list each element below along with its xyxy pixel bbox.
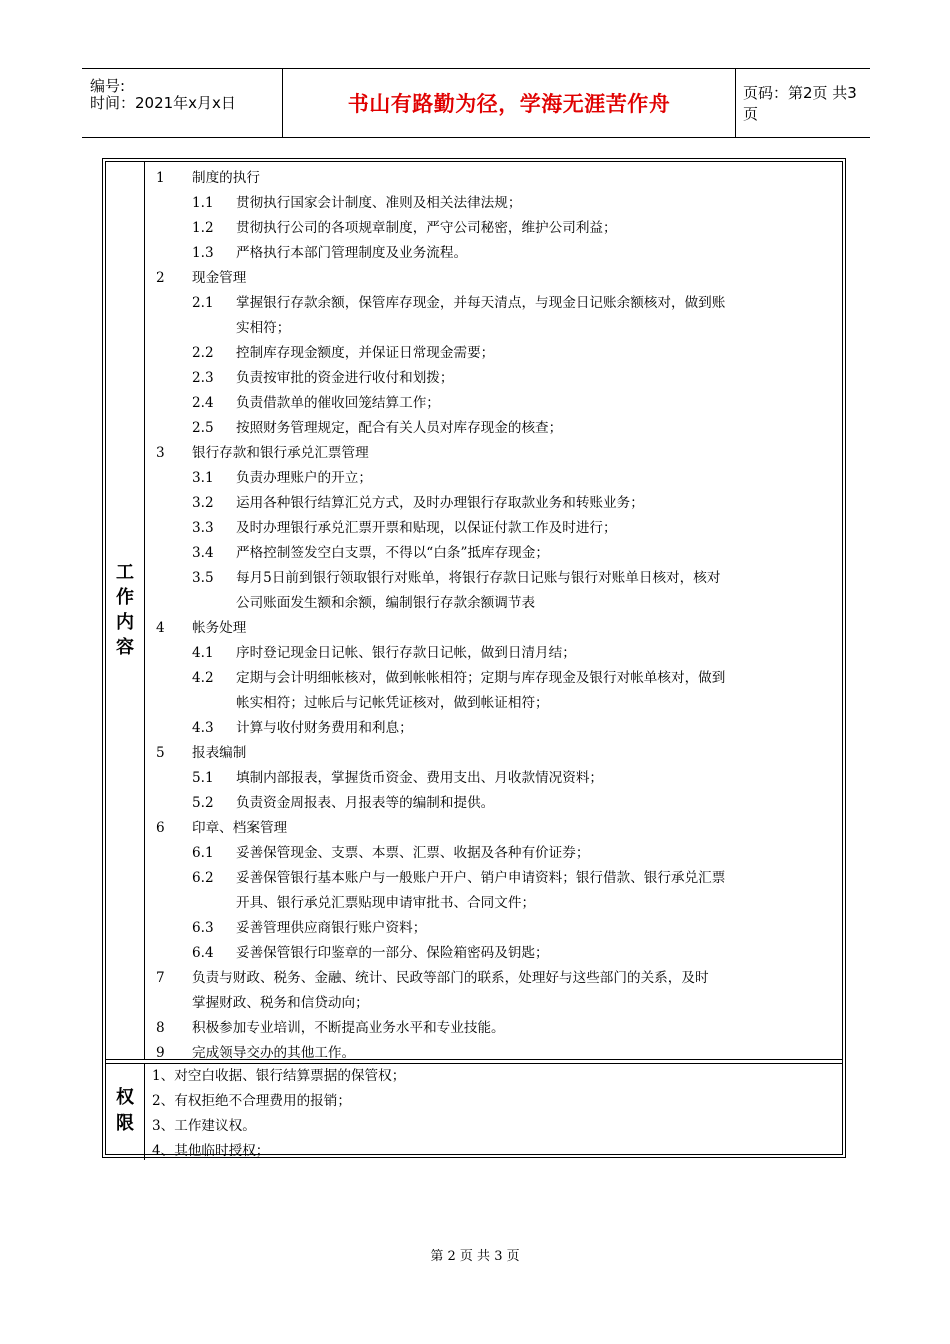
work-item-line bbox=[156, 691, 836, 716]
item-number: 4.1 bbox=[192, 645, 214, 661]
item-number: 1.2 bbox=[192, 220, 214, 236]
item-text: 积极参加专业培训，不断提高业务水平和专业技能。 bbox=[192, 1020, 505, 1036]
work-item-line bbox=[156, 841, 836, 866]
authority-item-text: 4、其他临时授权； bbox=[152, 1143, 270, 1159]
label-char: 工 bbox=[116, 562, 134, 583]
work-item-line bbox=[156, 891, 836, 916]
label-char: 权 bbox=[116, 1087, 134, 1108]
item-number: 3 bbox=[156, 445, 165, 461]
work-item-line bbox=[156, 341, 836, 366]
item-text: 妥善保管银行印鉴章的一部分、保险箱密码及钥匙； bbox=[236, 945, 549, 961]
work-item-line bbox=[156, 866, 836, 891]
item-number: 6.1 bbox=[192, 845, 214, 861]
authority-item-text: 3、工作建议权。 bbox=[152, 1118, 256, 1134]
item-text: 报表编制 bbox=[192, 745, 247, 761]
item-number: 4.3 bbox=[192, 720, 214, 736]
item-text: 负责借款单的催收回笼结算工作； bbox=[236, 395, 440, 411]
item-text: 运用各种银行结算汇兑方式，及时办理银行存取款业务和转账业务； bbox=[236, 495, 644, 511]
item-text: 实相符； bbox=[236, 320, 291, 336]
item-text: 印章、档案管理 bbox=[192, 820, 288, 836]
item-text: 计算与收付财务费用和利息； bbox=[236, 720, 413, 736]
authority-item-line bbox=[152, 1114, 836, 1139]
item-text: 妥善管理供应商银行账户资料； bbox=[236, 920, 427, 936]
work-item-line bbox=[156, 641, 836, 666]
item-text: 负责资金周报表、月报表等的编制和提供。 bbox=[236, 795, 495, 811]
work-item-line bbox=[156, 916, 836, 941]
work-item-line bbox=[156, 716, 836, 741]
work-item-line bbox=[156, 316, 836, 341]
work-item-line bbox=[156, 266, 836, 291]
item-number: 5.2 bbox=[192, 795, 214, 811]
item-text: 贯彻执行国家会计制度、准则及相关法律法规； bbox=[236, 195, 522, 211]
item-number: 5.1 bbox=[192, 770, 214, 786]
document-header bbox=[82, 68, 870, 138]
authority-label bbox=[106, 1085, 144, 1137]
work-item-line bbox=[156, 491, 836, 516]
work-item-line bbox=[156, 741, 836, 766]
authority-item-line bbox=[152, 1089, 836, 1114]
item-text: 定期与会计明细帐核对，做到帐帐相符；定期与库存现金及银行对帐单核对，做到 bbox=[236, 670, 726, 686]
authority-item-line bbox=[152, 1064, 836, 1089]
item-number: 6.4 bbox=[192, 945, 214, 961]
item-text: 妥善保管现金、支票、本票、汇票、收据及各种有价证券； bbox=[236, 845, 590, 861]
item-text: 开具、银行承兑汇票贴现申请审批书、合同文件； bbox=[236, 895, 536, 911]
work-item-line bbox=[156, 616, 836, 641]
item-number: 1.1 bbox=[192, 195, 214, 211]
item-text: 每月5日前到银行领取银行对账单，将银行存款日记账与银行对账单日核对，核对 bbox=[236, 570, 721, 586]
header-page-cell bbox=[735, 69, 870, 137]
item-text: 严格控制签发空白支票，不得以“白条”抵库存现金； bbox=[236, 545, 549, 561]
item-number: 2 bbox=[156, 270, 165, 286]
item-text: 制度的执行 bbox=[192, 170, 260, 186]
item-number: 2.2 bbox=[192, 345, 214, 361]
item-text: 控制库存现金额度，并保证日常现金需要； bbox=[236, 345, 495, 361]
item-number: 3.5 bbox=[192, 570, 214, 586]
item-number: 3.1 bbox=[192, 470, 214, 486]
work-item-line bbox=[156, 991, 836, 1016]
label-char: 内 bbox=[116, 612, 134, 633]
item-text: 贯彻执行公司的各项规章制度，严守公司秘密，维护公司利益； bbox=[236, 220, 617, 236]
label-char: 作 bbox=[116, 587, 134, 608]
item-text: 负责按审批的资金进行收付和划拨； bbox=[236, 370, 454, 386]
item-text: 按照财务管理规定，配合有关人员对库存现金的核查； bbox=[236, 420, 563, 436]
work-item-line bbox=[156, 191, 836, 216]
work-item-line bbox=[156, 291, 836, 316]
item-number: 4 bbox=[156, 620, 165, 636]
work-item-line bbox=[156, 241, 836, 266]
work-item-line bbox=[156, 391, 836, 416]
work-item-line bbox=[156, 466, 836, 491]
work-item-line bbox=[156, 516, 836, 541]
work-content-list bbox=[156, 166, 836, 1066]
item-number: 2.5 bbox=[192, 420, 214, 436]
item-text: 公司账面发生额和余额，编制银行存款余额调节表 bbox=[236, 595, 536, 611]
item-number: 1.3 bbox=[192, 245, 214, 261]
item-text: 掌握财政、税务和信贷动向； bbox=[192, 995, 369, 1011]
item-text: 及时办理银行承兑汇票开票和贴现，以保证付款工作及时进行； bbox=[236, 520, 617, 536]
item-number: 1 bbox=[156, 170, 165, 186]
work-item-line bbox=[156, 591, 836, 616]
item-number: 2.1 bbox=[192, 295, 214, 311]
item-text: 填制内部报表，掌握货币资金、费用支出、月收款情况资料； bbox=[236, 770, 604, 786]
work-item-line bbox=[156, 566, 836, 591]
work-item-line bbox=[156, 766, 836, 791]
item-number: 3.3 bbox=[192, 520, 214, 536]
work-item-line bbox=[156, 166, 836, 191]
item-text: 序时登记现金日记帐、银行存款日记帐，做到日清月结； bbox=[236, 645, 576, 661]
header-left-cell bbox=[82, 69, 282, 137]
item-text: 掌握银行存款余额，保管库存现金，并每天清点，与现金日记账余额核对，做到账 bbox=[236, 295, 726, 311]
work-item-line bbox=[156, 1016, 836, 1041]
motto-text: 书山有路勤为径，学海无涯苦作舟 bbox=[347, 92, 671, 116]
work-item-line bbox=[156, 541, 836, 566]
item-number: 6.3 bbox=[192, 920, 214, 936]
item-text: 帐务处理 bbox=[192, 620, 247, 636]
label-char: 容 bbox=[116, 637, 134, 658]
authority-item-text: 1、对空白收据、银行结算票据的保管权； bbox=[152, 1068, 406, 1084]
work-item-line bbox=[156, 941, 836, 966]
page-info: 页码：第2页 共3页 bbox=[743, 84, 857, 123]
header-motto-cell bbox=[282, 69, 736, 137]
page-footer: 第 2 页 共 3 页 bbox=[430, 1249, 520, 1264]
item-number: 8 bbox=[156, 1020, 165, 1036]
label-char: 限 bbox=[116, 1113, 134, 1134]
work-item-line bbox=[156, 666, 836, 691]
authority-list bbox=[152, 1064, 836, 1164]
job-description-table bbox=[102, 158, 846, 1158]
number-label: 编号: bbox=[90, 77, 126, 95]
work-item-line bbox=[156, 366, 836, 391]
item-text: 妥善保管银行基本账户与一般账户开户、销户申请资料；银行借款、银行承兑汇票 bbox=[236, 870, 726, 886]
item-text: 帐实相符；过帐后与记帐凭证核对，做到帐证相符； bbox=[236, 695, 549, 711]
item-number: 2.3 bbox=[192, 370, 214, 386]
work-item-line bbox=[156, 441, 836, 466]
work-item-line bbox=[156, 216, 836, 241]
item-text: 银行存款和银行承兑汇票管理 bbox=[192, 445, 369, 461]
authority-item-text: 2、有权拒绝不合理费用的报销； bbox=[152, 1093, 351, 1109]
work-item-line bbox=[156, 791, 836, 816]
work-item-line bbox=[156, 816, 836, 841]
work-item-line bbox=[156, 966, 836, 991]
item-number: 3.2 bbox=[192, 495, 214, 511]
item-number: 9 bbox=[156, 1045, 165, 1061]
item-number: 5 bbox=[156, 745, 165, 761]
item-text: 完成领导交办的其他工作。 bbox=[192, 1045, 356, 1061]
table-inner-border bbox=[105, 161, 843, 1159]
item-number: 3.4 bbox=[192, 545, 214, 561]
authority-item-line bbox=[152, 1139, 836, 1164]
item-text: 负责办理账户的开立； bbox=[236, 470, 372, 486]
item-number: 4.2 bbox=[192, 670, 214, 686]
item-text: 负责与财政、税务、金融、统计、民政等部门的联系，处理好与这些部门的关系，及时 bbox=[192, 970, 709, 986]
time-label: 时间：2021年x月x日 bbox=[90, 94, 236, 112]
work-content-label bbox=[106, 560, 144, 660]
work-item-line bbox=[156, 416, 836, 441]
item-text: 严格执行本部门管理制度及业务流程。 bbox=[236, 245, 468, 261]
item-text: 现金管理 bbox=[192, 270, 247, 286]
item-number: 7 bbox=[156, 970, 165, 986]
item-number: 6 bbox=[156, 820, 165, 836]
item-number: 6.2 bbox=[192, 870, 214, 886]
item-number: 2.4 bbox=[192, 395, 214, 411]
